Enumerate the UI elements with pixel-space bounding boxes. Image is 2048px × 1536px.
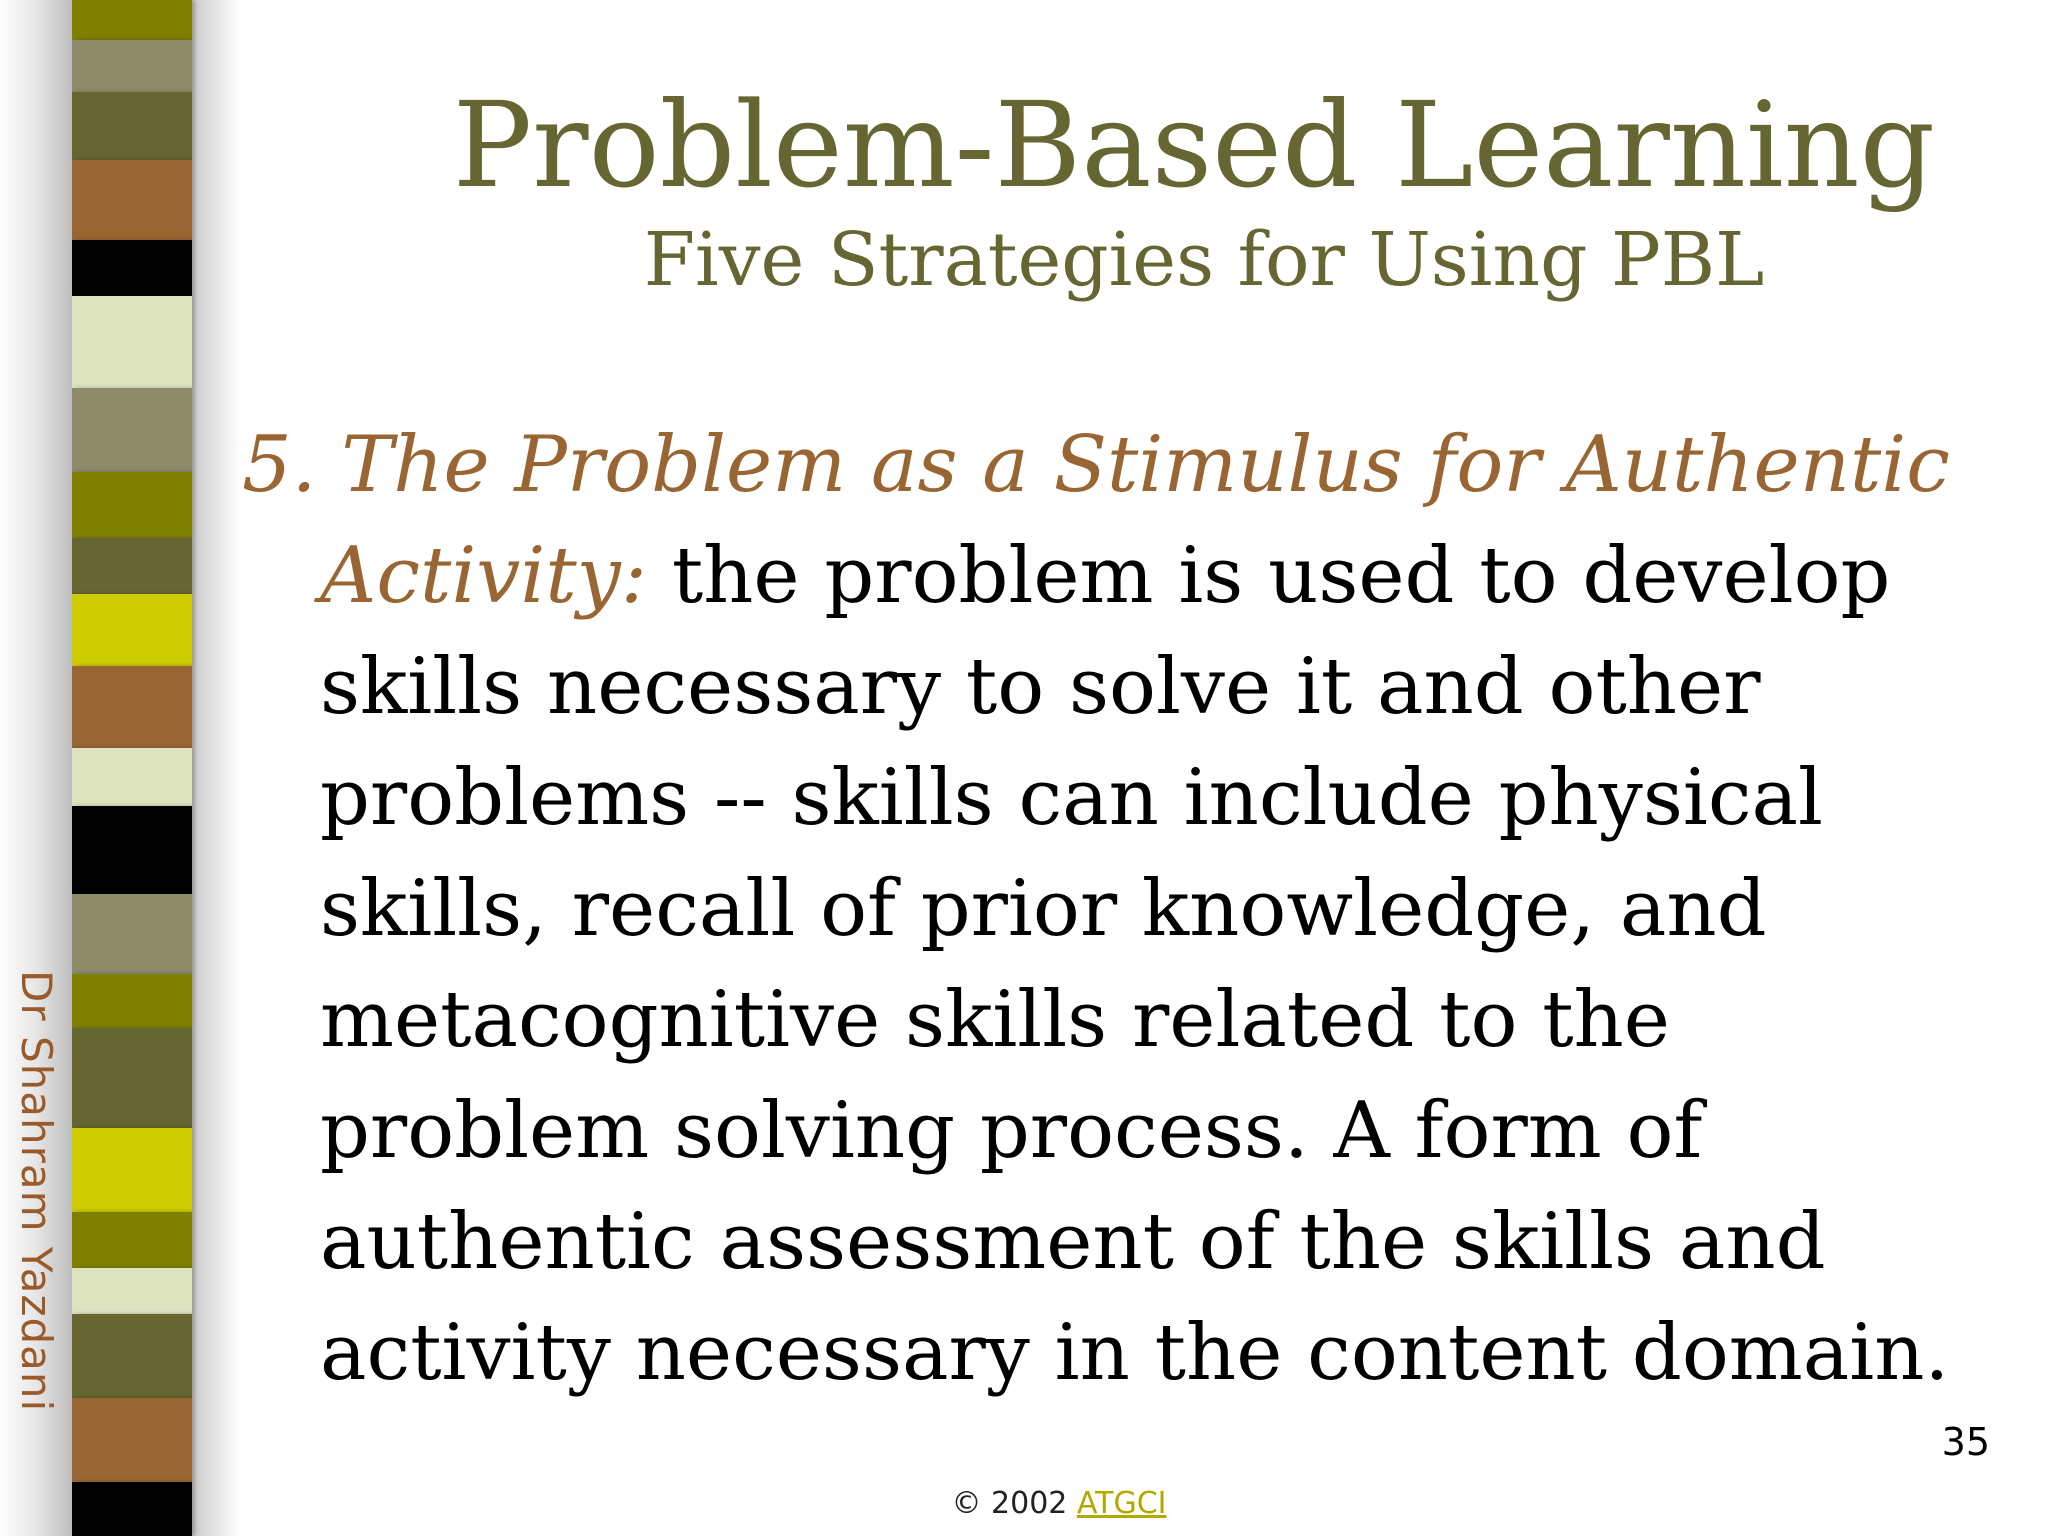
- footer: [0, 1486, 2048, 1521]
- body-line: the problem is used to develop: [671, 531, 1891, 621]
- slide-subtitle: Five Strategies for Using PBL: [643, 217, 1765, 303]
- body-line: skills, recall of prior knowledge, and: [320, 864, 1767, 954]
- slide-body: [242, 410, 2002, 1409]
- strip-band: [72, 1128, 192, 1212]
- strip-band: [72, 0, 192, 40]
- strip-band: [72, 1314, 192, 1398]
- strip-band: [72, 1268, 192, 1314]
- footer-copyright: © 2002: [951, 1486, 1068, 1521]
- side-author-label: Dr Shahram Yazdani: [12, 970, 61, 1413]
- footer-link[interactable]: ATGCI: [1076, 1486, 1167, 1521]
- strip-band: [72, 1212, 192, 1268]
- body-line: problem solving process. A form of: [320, 1086, 1703, 1176]
- strip-band: [72, 538, 192, 594]
- strip-band: [72, 974, 192, 1028]
- body-line: authentic assessment of the skills and: [320, 1197, 1826, 1287]
- body-line: skills necessary to solve it and other: [320, 642, 1761, 732]
- body-line: metacognitive skills related to the: [320, 975, 1670, 1065]
- item-number: 5.: [242, 420, 317, 510]
- strip-band: [72, 748, 192, 806]
- slide-title: Problem-Based Learning: [452, 76, 1936, 214]
- strip-band: [72, 472, 192, 538]
- strip-band: [72, 1028, 192, 1128]
- strip-band: [72, 894, 192, 974]
- page-number: 35: [1941, 1420, 1990, 1464]
- strip-band: [72, 388, 192, 472]
- body-line: problems -- skills can include physical: [320, 753, 1823, 843]
- item-lead: The Problem as a Stimulus for Authentic Activity:: [320, 420, 1950, 621]
- strip-band: [72, 296, 192, 388]
- strip-band: [72, 594, 192, 666]
- strip-band: [72, 666, 192, 748]
- body-line: activity necessary in the content domain.: [320, 1308, 1950, 1398]
- strip-band: [72, 806, 192, 894]
- strip-band: [72, 1398, 192, 1482]
